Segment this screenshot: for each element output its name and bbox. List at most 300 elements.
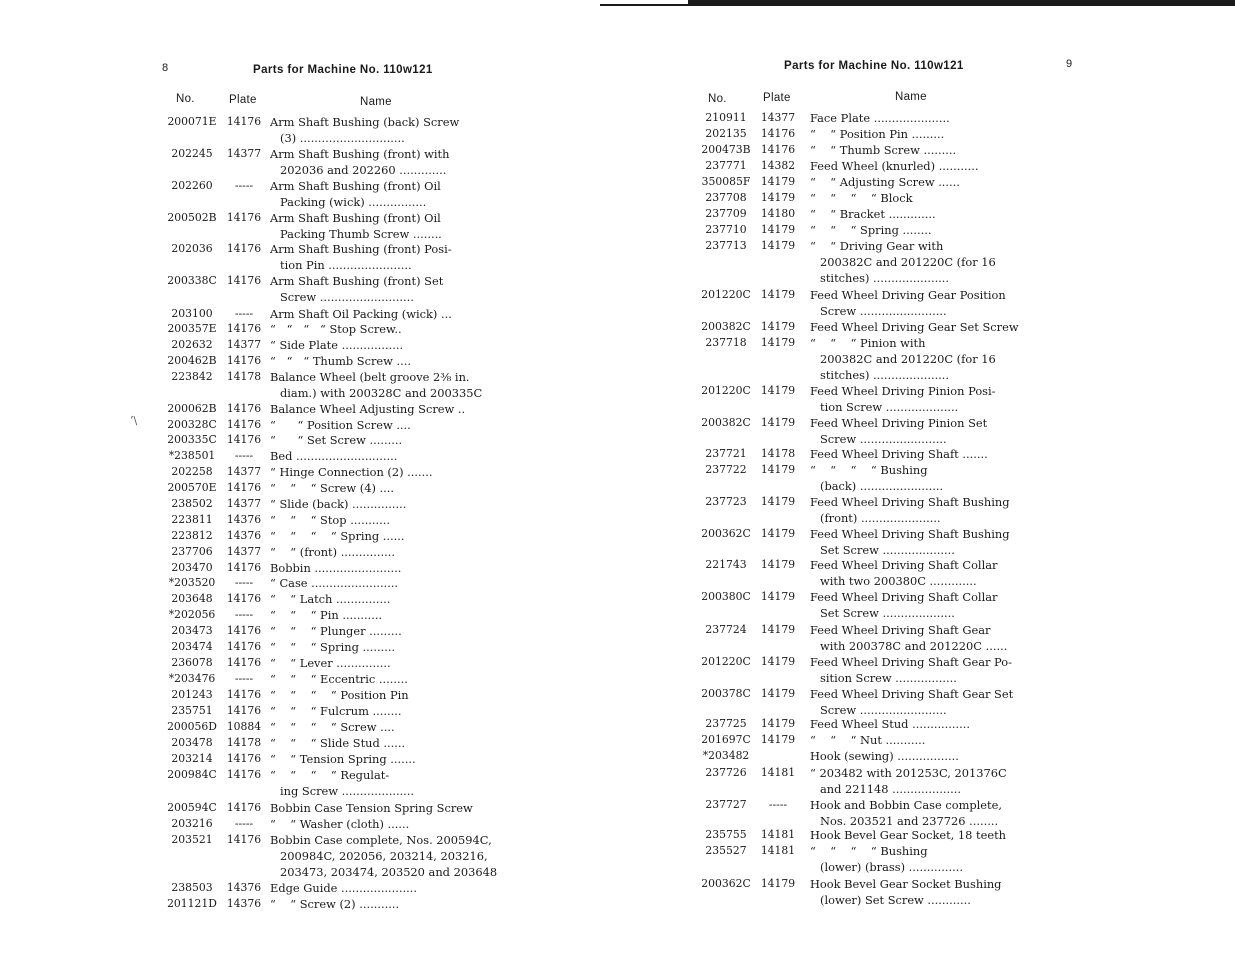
margin-mark: ‘\ [130, 414, 138, 427]
part-number: 237718 [705, 336, 747, 349]
table-row [158, 353, 498, 369]
scan-edge-bar-thin [600, 4, 690, 6]
plate-number: 14176 [226, 418, 262, 431]
part-name: Arm Shaft Bushing (back) Screw [270, 115, 460, 129]
part-name: “ “ “ “ Stop Screw.. [270, 322, 402, 336]
part-name-continued: diam.) with 200328C and 200335C [280, 386, 483, 400]
table-row [692, 622, 1042, 654]
part-number: 203214 [171, 752, 213, 765]
plate-number: ----- [234, 307, 254, 320]
plate-number: 14179 [760, 223, 796, 236]
part-number: 237710 [705, 223, 747, 236]
plate-number: 14176 [226, 752, 262, 765]
plate-number: 14179 [760, 527, 796, 540]
table-row [692, 765, 1042, 797]
table-row [158, 623, 498, 639]
part-number: 202135 [705, 127, 747, 140]
plate-number: 14179 [760, 623, 796, 636]
table-row [158, 767, 498, 799]
table-row [158, 178, 498, 210]
part-number: 223811 [171, 513, 213, 526]
plate-number: 10884 [226, 720, 262, 733]
table-row [692, 158, 1042, 174]
plate-number: ----- [234, 179, 254, 192]
table-row [158, 306, 498, 322]
table-row [692, 142, 1042, 158]
column-header-plate: Plate [229, 94, 257, 106]
part-name-continued: with 200378C and 201220C ...... [820, 639, 1008, 653]
part-name: Arm Shaft Bushing (front) with [270, 147, 450, 161]
part-name: “ “ Adjusting Screw ...... [810, 175, 960, 189]
table-row [158, 671, 498, 687]
plate-number: ----- [234, 449, 254, 462]
part-name: Feed Wheel Driving Shaft Bushing [810, 527, 1010, 541]
table-row [158, 687, 498, 703]
plate-number: 14179 [760, 336, 796, 349]
plate-number: 14179 [760, 655, 796, 668]
part-name: “ “ “ Fulcrum ........ [270, 704, 402, 718]
plate-number: 14377 [226, 147, 262, 160]
part-name: “ “ Thumb Screw ......... [810, 143, 957, 157]
part-number: 202036 [171, 242, 213, 255]
column-header-plate: Plate [763, 92, 791, 104]
plate-number: 14179 [760, 495, 796, 508]
part-number: 200378C [701, 687, 751, 700]
table-row [692, 716, 1042, 732]
plate-number: ----- [234, 608, 254, 621]
table-row [692, 654, 1042, 686]
plate-number: 14376 [226, 881, 262, 894]
part-name-continued: Set Screw .................... [820, 606, 955, 620]
part-name-continued: 203473, 203474, 203520 and 203648 [280, 865, 498, 879]
part-name: “ Side Plate ................. [270, 338, 404, 352]
table-row [692, 383, 1042, 415]
part-name: “ “ “ “ Bushing [810, 463, 928, 477]
part-name-continued: and 221148 ................... [820, 782, 961, 796]
plate-number: 14176 [226, 768, 262, 781]
part-number: *238501 [168, 449, 216, 462]
part-number: 237727 [705, 798, 747, 811]
table-row [692, 335, 1042, 383]
part-name-continued: Nos. 203521 and 237726 ........ [820, 814, 999, 828]
part-name: Balance Wheel (belt groove 2⅜ in. [270, 370, 470, 384]
table-row [158, 607, 498, 623]
part-number: *202056 [168, 608, 216, 621]
page-title-left: Parts for Machine No. 110w121 [253, 64, 433, 76]
page-number-left: 8 [162, 62, 169, 74]
table-row [158, 832, 498, 880]
part-name: Arm Shaft Bushing (front) Posi- [270, 242, 452, 256]
part-number: 203216 [171, 817, 213, 830]
part-number: 203474 [171, 640, 213, 653]
part-name: Feed Wheel Driving Gear Set Screw [810, 320, 1019, 334]
plate-number: 14176 [226, 211, 262, 224]
part-number: 203478 [171, 736, 213, 749]
part-number: 201243 [171, 688, 213, 701]
table-row [158, 369, 498, 401]
part-name: Hook Bevel Gear Socket Bushing [810, 877, 1002, 891]
part-name-continued: (back) ....................... [820, 479, 944, 493]
plate-number: 14376 [226, 529, 262, 542]
table-row [158, 241, 498, 273]
part-number: 200362C [701, 877, 751, 890]
part-number: 238502 [171, 497, 213, 510]
part-name: “ “ “ Pinion with [810, 336, 926, 350]
part-name-continued: (lower) Set Screw ............ [820, 893, 971, 907]
part-name: “ Hinge Connection (2) ....... [270, 465, 433, 479]
part-number: 235751 [171, 704, 213, 717]
plate-number: 14179 [760, 288, 796, 301]
part-name: “ “ “ Thumb Screw .... [270, 354, 412, 368]
column-header-name: Name [360, 96, 392, 108]
plate-number: 14176 [226, 592, 262, 605]
column-header-no: No. [708, 93, 727, 105]
part-name: “ “ “ Pin ........... [270, 608, 383, 622]
plate-number: 14179 [760, 239, 796, 252]
part-number: 237723 [705, 495, 747, 508]
table-row [692, 190, 1042, 206]
part-name: Feed Wheel Driving Shaft Gear Po- [810, 655, 1012, 669]
part-number: 200362C [701, 527, 751, 540]
part-name: Hook Bevel Gear Socket, 18 teeth [810, 828, 1007, 842]
plate-number: 14179 [760, 191, 796, 204]
part-name: Balance Wheel Adjusting Screw .. [270, 402, 466, 416]
part-number: 201697C [701, 733, 751, 746]
table-row [158, 639, 498, 655]
table-row [158, 512, 498, 528]
part-name: Arm Shaft Oil Packing (wick) ... [270, 307, 452, 321]
plate-number: 14179 [760, 733, 796, 746]
part-name: Arm Shaft Bushing (front) Oil [270, 179, 441, 193]
table-row [158, 528, 498, 544]
part-name-continued: sition Screw ................. [820, 671, 957, 685]
table-row [158, 591, 498, 607]
plate-number: 14176 [226, 624, 262, 637]
plate-number: 14176 [226, 242, 262, 255]
part-number: 200357E [167, 322, 217, 335]
table-row [692, 876, 1042, 908]
table-row [692, 732, 1042, 748]
table-row [158, 432, 498, 448]
plate-number: 14176 [226, 640, 262, 653]
plate-number: 14176 [226, 481, 262, 494]
part-name-continued: 200382C and 201220C (for 16 [820, 352, 996, 366]
part-name: “ “ “ “ Block [810, 191, 913, 205]
part-name: Feed Wheel Driving Shaft Gear Set [810, 687, 1014, 701]
part-number: 203100 [171, 307, 213, 320]
part-number: *203476 [168, 672, 216, 685]
table-row [158, 464, 498, 480]
table-row [692, 843, 1042, 875]
plate-number: 14377 [226, 338, 262, 351]
table-row [692, 494, 1042, 526]
plate-number: ----- [234, 576, 254, 589]
table-row [158, 146, 498, 178]
plate-number: ----- [768, 798, 788, 811]
part-number: 237724 [705, 623, 747, 636]
part-number: 237706 [171, 545, 213, 558]
part-number: 200335C [167, 433, 217, 446]
part-name-continued: with two 200380C ............. [820, 574, 977, 588]
part-number: 200338C [167, 274, 217, 287]
plate-number: 14181 [760, 766, 796, 779]
table-row [158, 401, 498, 417]
table-row [158, 575, 498, 591]
part-name-continued: Screw ........................ [820, 304, 947, 318]
part-number: 223842 [171, 370, 213, 383]
part-name: “ Case ........................ [270, 576, 399, 590]
plate-number: 14176 [226, 833, 262, 846]
part-name: Feed Wheel Driving Shaft Collar [810, 558, 998, 572]
part-number: 203470 [171, 561, 213, 574]
plate-number: 14179 [760, 558, 796, 571]
part-name: “ “ “ “ Position Pin [270, 688, 409, 702]
part-number: 200380C [701, 590, 751, 603]
plate-number: 14180 [760, 207, 796, 220]
plate-number: ----- [234, 672, 254, 685]
part-name: Hook and Bobbin Case complete, [810, 798, 1002, 812]
part-name: “ “ “ Nut ........... [810, 733, 926, 747]
part-name: Feed Wheel Driving Shaft Gear [810, 623, 991, 637]
part-name-continued: tion Pin ....................... [280, 258, 412, 272]
column-header-no: No. [176, 93, 195, 105]
part-number: 200382C [701, 416, 751, 429]
plate-number: 14176 [226, 561, 262, 574]
part-name-continued: (front) ...................... [820, 511, 941, 525]
plate-number: 14377 [226, 545, 262, 558]
part-number: 203521 [171, 833, 213, 846]
part-number: 238503 [171, 881, 213, 894]
part-name: “ “ “ Screw (4) .... [270, 481, 395, 495]
part-number: 235527 [705, 844, 747, 857]
part-name: “ “ “ “ Screw .... [270, 720, 395, 734]
plate-number: 14179 [760, 320, 796, 333]
part-number: 200328C [167, 418, 217, 431]
part-name-continued: 200984C, 202056, 203214, 203216, [280, 849, 488, 863]
page-title-right: Parts for Machine No. 110w121 [784, 60, 964, 72]
table-row [692, 174, 1042, 190]
table-row [692, 287, 1042, 319]
plate-number: 14176 [226, 688, 262, 701]
part-number: 200570E [167, 481, 217, 494]
part-name: Edge Guide ..................... [270, 881, 418, 895]
table-row [692, 827, 1042, 843]
plate-number: 14179 [760, 416, 796, 429]
plate-number: 14377 [226, 465, 262, 478]
table-row [692, 415, 1042, 447]
part-number: 202632 [171, 338, 213, 351]
part-name: Feed Wheel (knurled) ........... [810, 159, 979, 173]
part-name: “ Slide (back) ............... [270, 497, 407, 511]
table-row [158, 735, 498, 751]
plate-number: 14176 [226, 656, 262, 669]
table-row [158, 703, 498, 719]
part-number: 200382C [701, 320, 751, 333]
part-name-continued: 202036 and 202260 ............. [280, 163, 447, 177]
part-number: 236078 [171, 656, 213, 669]
plate-number: 14179 [760, 590, 796, 603]
table-row [158, 448, 498, 464]
plate-number: ----- [234, 817, 254, 830]
part-name: “ “ “ Stop ........... [270, 513, 391, 527]
part-name: Feed Wheel Driving Shaft Bushing [810, 495, 1010, 509]
part-number: 237726 [705, 766, 747, 779]
part-number: 200071E [167, 115, 217, 128]
table-row [692, 126, 1042, 142]
part-name: “ “ “ “ Regulat- [270, 768, 390, 782]
table-row [158, 896, 498, 912]
table-row [692, 222, 1042, 238]
part-name-continued: tion Screw .................... [820, 400, 959, 414]
part-number: 237725 [705, 717, 747, 730]
table-row [158, 480, 498, 496]
scan-edge-bar [688, 0, 1235, 6]
part-number: 237713 [705, 239, 747, 252]
table-row [692, 319, 1042, 335]
plate-number: 14377 [226, 497, 262, 510]
part-name-continued: Set Screw .................... [820, 543, 955, 557]
part-number: 200594C [167, 801, 217, 814]
part-number: 200502B [167, 211, 217, 224]
part-number: 203473 [171, 624, 213, 637]
part-name: “ “ “ Slide Stud ...... [270, 736, 406, 750]
part-number: 237708 [705, 191, 747, 204]
plate-number: 14176 [226, 704, 262, 717]
part-name-continued: Screw .......................... [280, 290, 414, 304]
part-name: Arm Shaft Bushing (front) Oil [270, 211, 441, 225]
part-number: 235755 [705, 828, 747, 841]
table-row [158, 880, 498, 896]
plate-number: 14178 [226, 736, 262, 749]
table-row [158, 544, 498, 560]
part-name: Feed Wheel Driving Shaft Collar [810, 590, 998, 604]
table-row [158, 800, 498, 816]
part-name: “ “ Position Pin ......... [810, 127, 945, 141]
part-name: “ “ Driving Gear with [810, 239, 944, 253]
part-number: 237722 [705, 463, 747, 476]
part-name: “ “ “ Spring ......... [270, 640, 396, 654]
part-number: 223812 [171, 529, 213, 542]
part-name: Feed Wheel Stud ................ [810, 717, 971, 731]
table-row [158, 560, 498, 576]
part-name: “ “ “ Eccentric ........ [270, 672, 408, 686]
part-name-continued: ing Screw .................... [280, 784, 415, 798]
table-row [158, 337, 498, 353]
part-name: Bobbin Case complete, Nos. 200594C, [270, 833, 492, 847]
table-row [158, 496, 498, 512]
plate-number: 14179 [760, 384, 796, 397]
part-name: “ “ Bracket ............. [810, 207, 936, 221]
plate-number: 14181 [760, 828, 796, 841]
part-name: “ “ “ Spring ........ [810, 223, 932, 237]
table-row [692, 526, 1042, 558]
part-number: 201220C [701, 655, 751, 668]
plate-number: 14181 [760, 844, 796, 857]
part-number: 237771 [705, 159, 747, 172]
page-number-right: 9 [1066, 58, 1073, 70]
column-header-name: Name [895, 91, 927, 103]
plate-number: 14178 [226, 370, 262, 383]
part-number: 200984C [167, 768, 217, 781]
part-name-continued: stitches) ..................... [820, 271, 950, 285]
part-name-continued: Packing (wick) ................ [280, 195, 427, 209]
plate-number: 14176 [226, 433, 262, 446]
part-name: Hook (sewing) ................. [810, 749, 959, 763]
plate-number: 14179 [760, 717, 796, 730]
plate-number: 14376 [226, 513, 262, 526]
part-name: “ “ Set Screw ......... [270, 433, 403, 447]
part-name: “ “ (front) ............... [270, 545, 396, 559]
plate-number: 14178 [760, 447, 796, 460]
part-number: 200056D [167, 720, 217, 733]
plate-number: 14176 [760, 127, 796, 140]
table-row [158, 273, 498, 305]
table-row [692, 446, 1042, 462]
part-name-continued: (3) ............................. [280, 131, 405, 145]
part-number: 201220C [701, 384, 751, 397]
table-row [158, 751, 498, 767]
part-name: “ “ Latch ............... [270, 592, 391, 606]
table-row [158, 210, 498, 242]
part-name: Arm Shaft Bushing (front) Set [270, 274, 444, 288]
table-row [158, 655, 498, 671]
part-number: 210911 [705, 111, 747, 124]
part-name: Bed ............................ [270, 449, 398, 463]
plate-number: 14377 [760, 111, 796, 124]
plate-number: 14176 [226, 322, 262, 335]
part-name-continued: Packing Thumb Screw ........ [280, 227, 442, 241]
part-name: “ “ Screw (2) ........... [270, 897, 400, 911]
table-row [692, 589, 1042, 621]
table-row [692, 462, 1042, 494]
plate-number: 14376 [226, 897, 262, 910]
part-name: Feed Wheel Driving Shaft ....... [810, 447, 988, 461]
plate-number: 14179 [760, 463, 796, 476]
part-name-continued: 200382C and 201220C (for 16 [820, 255, 996, 269]
plate-number: 14176 [226, 274, 262, 287]
plate-number: 14382 [760, 159, 796, 172]
table-row [158, 321, 498, 337]
part-name: “ “ “ “ Spring ...... [270, 529, 405, 543]
table-row [692, 110, 1042, 126]
part-number: 202260 [171, 179, 213, 192]
part-name: “ “ Lever ............... [270, 656, 391, 670]
part-name: Bobbin ........................ [270, 561, 402, 575]
plate-number: 14179 [760, 687, 796, 700]
plate-number: 14176 [226, 115, 262, 128]
plate-number: 14176 [226, 801, 262, 814]
part-number: 350085F [701, 175, 751, 188]
part-name: “ 203482 with 201253C, 201376C [810, 766, 1007, 780]
part-number: *203482 [702, 749, 750, 762]
part-name: Face Plate ..................... [810, 111, 950, 125]
part-name: Bobbin Case Tension Spring Screw [270, 801, 473, 815]
part-number: 202258 [171, 465, 213, 478]
part-name: Feed Wheel Driving Pinion Set [810, 416, 988, 430]
plate-number: 14179 [760, 175, 796, 188]
part-name: “ “ “ Plunger ......... [270, 624, 402, 638]
plate-number: 14176 [226, 354, 262, 367]
part-name: “ “ Tension Spring ....... [270, 752, 416, 766]
table-row [158, 417, 498, 433]
part-name: “ “ Washer (cloth) ...... [270, 817, 410, 831]
part-number: *203520 [168, 576, 216, 589]
part-number: 203648 [171, 592, 213, 605]
part-number: 237721 [705, 447, 747, 460]
table-row [158, 114, 498, 146]
table-row [692, 557, 1042, 589]
table-row [158, 719, 498, 735]
